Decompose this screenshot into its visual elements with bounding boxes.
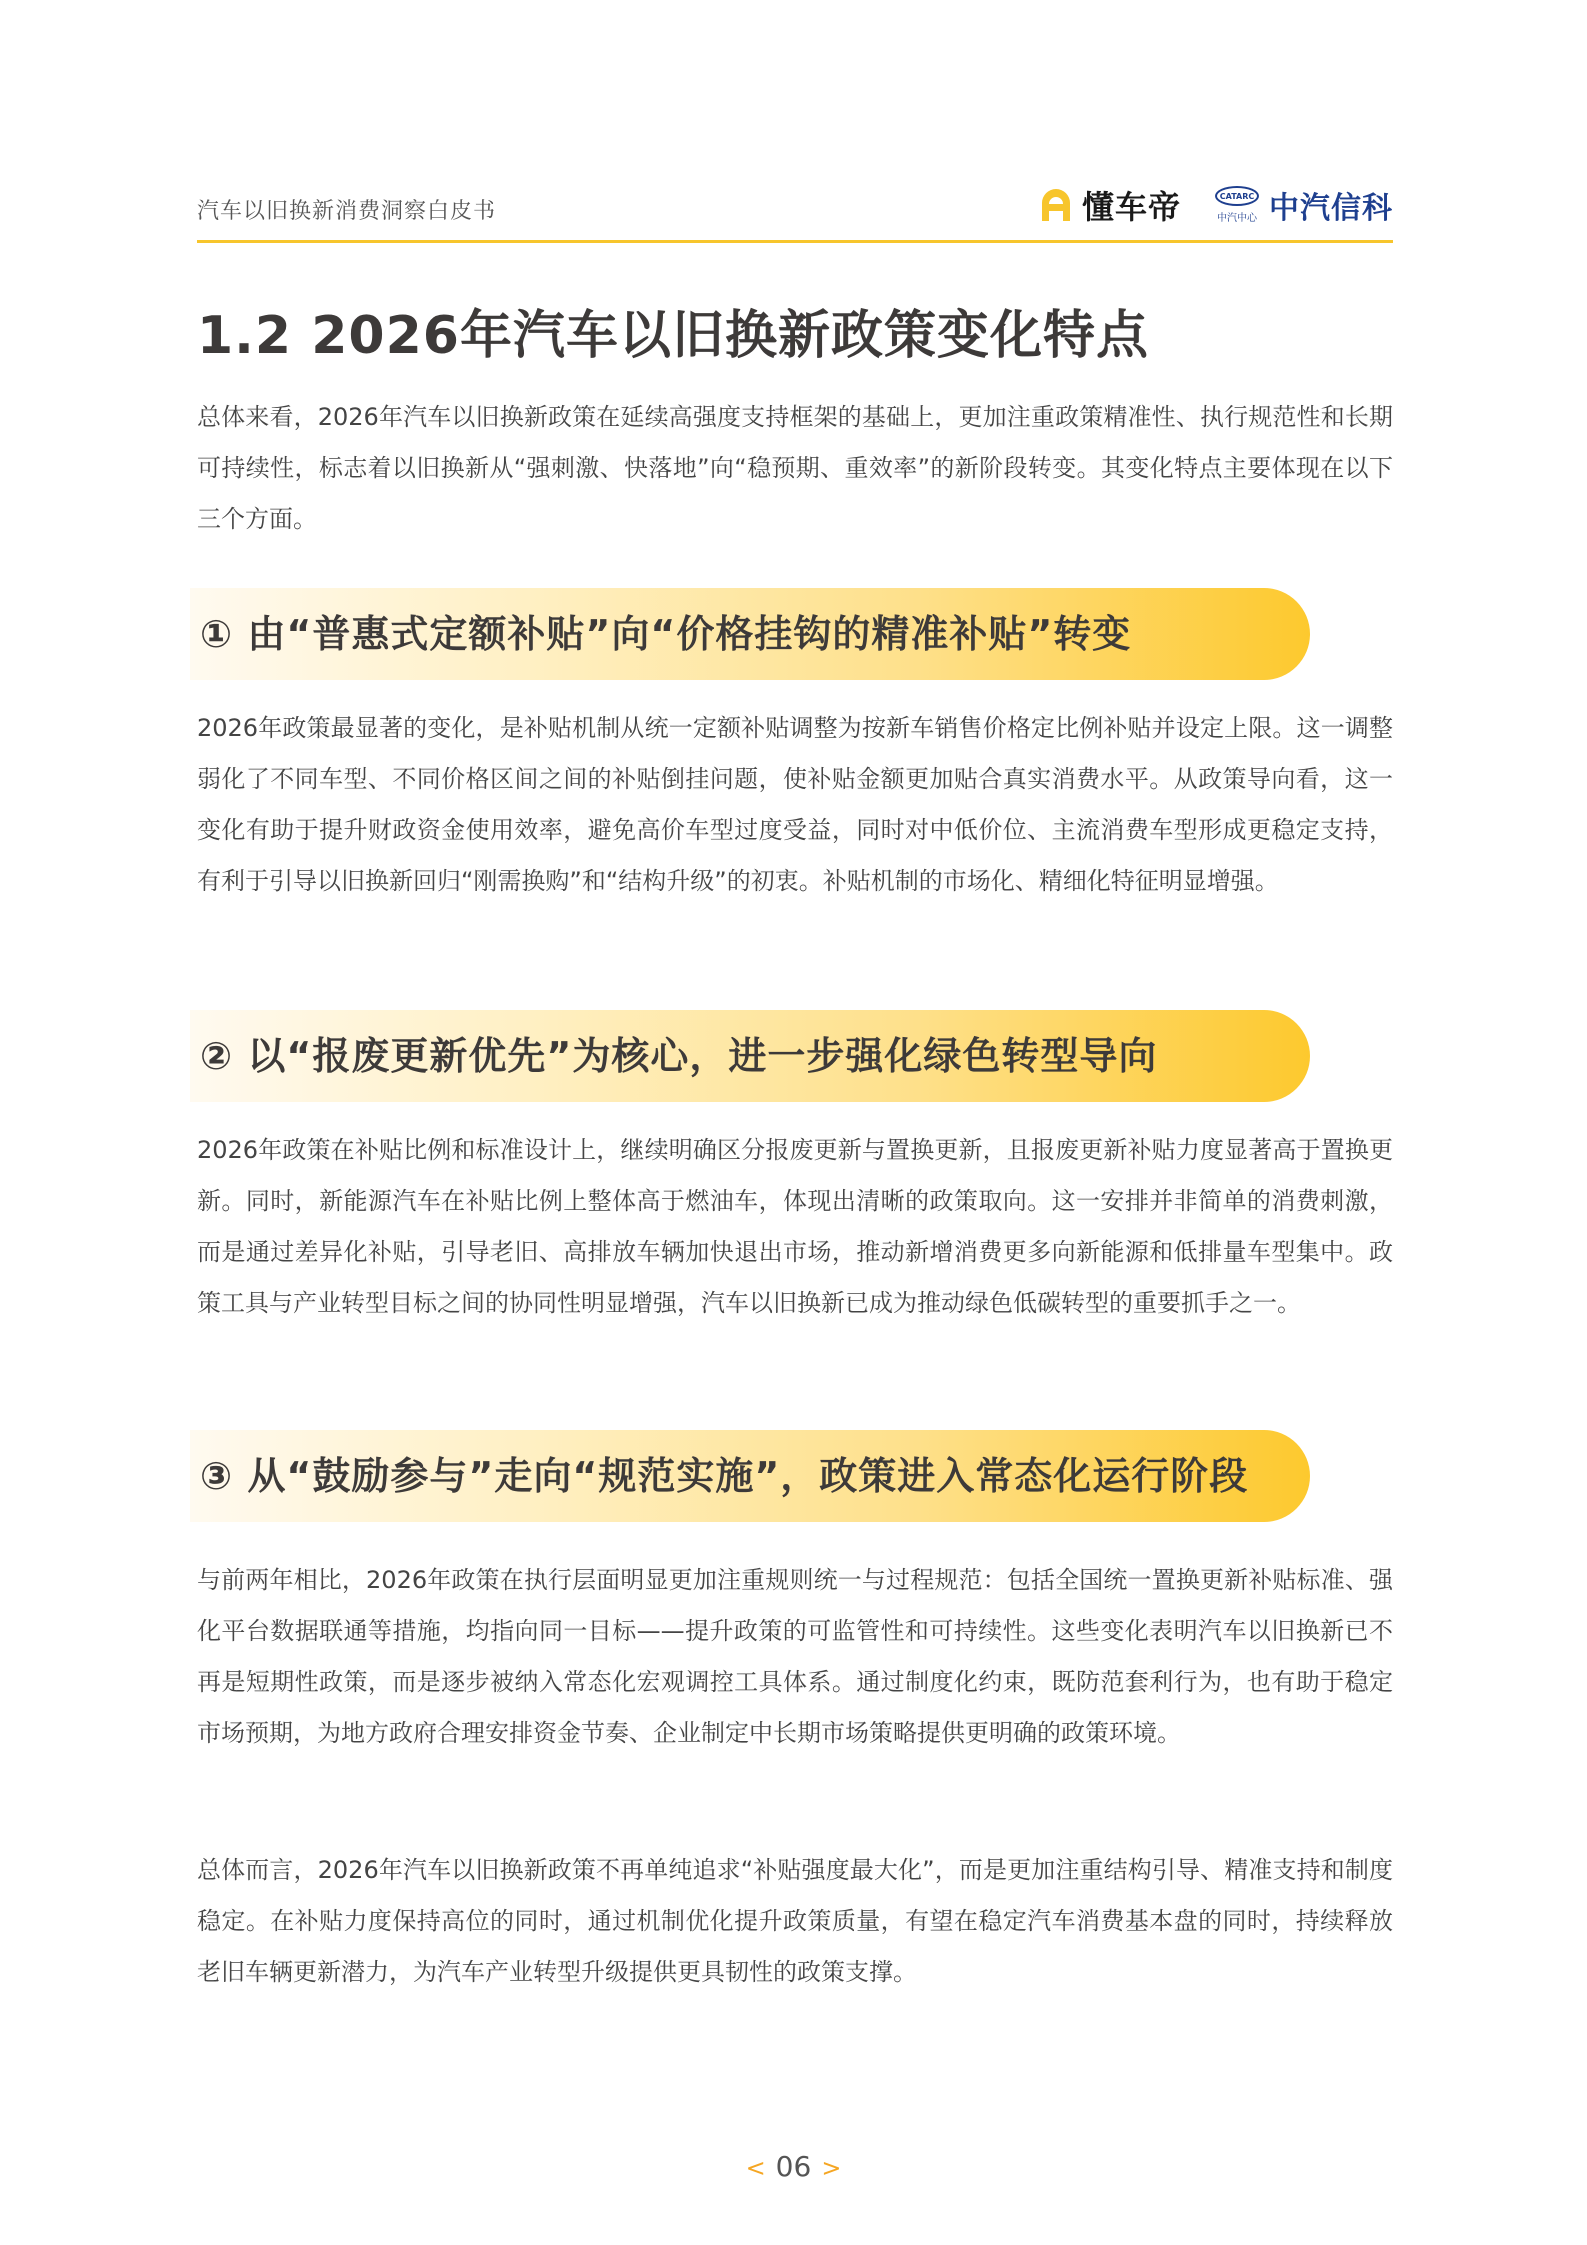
catarc-emblem <box>1215 186 1259 224</box>
catarc-oval-icon: CATARC <box>1215 186 1259 206</box>
page-header <box>197 180 1393 236</box>
section-3-heading: ③ 从“鼓励参与”走向“规范实施”，政策进入常态化运行阶段 <box>200 1454 1249 1498</box>
logos <box>1038 180 1393 230</box>
section-3-body: 与前两年相比，2026年政策在执行层面明显更加注重规则统一与过程规范：包括全国统一置换更新补贴标准、强化平台数据联通等措施，均指向同一目标——提升政策的可监管性和可持续性。这些变化表明汽车以旧换新已不再是短期性政策，而是逐步被纳入常态化宏观调控工具体系。通过制度化约束，既防范套利行为，也有助于稳定市场预期，为地方政府合理安排资金节奏、企业制定中长期市场策略提供更明确的政策环境。 <box>197 1566 1393 1747</box>
section-2-heading: ② 以“报废更新优先”为核心，进一步强化绿色转型导向 <box>200 1034 1158 1078</box>
dongchedi-logo-icon <box>1038 185 1074 225</box>
page-number: 06 <box>775 2150 812 2183</box>
chevron-left-icon: < <box>745 2154 766 2182</box>
section-3-banner <box>190 1430 1310 1522</box>
section-1-body: 2026年政策最显著的变化，是补贴机制从统一定额补贴调整为按新车销售价格定比例补贴并设定上限。这一调整弱化了不同车型、不同价格区间之间的补贴倒挂问题，使补贴金额更加贴合真实消费水平。从政策导向看，这一变化有助于提升财政资金使用效率，避免高价车型过度受益，同时对中低价位、主流消费车型形成更稳定支持，有利于引导以旧换新回归“刚需换购”和“结构升级”的初衷。补贴机制的市场化、精细化特征明显增强。 <box>197 714 1393 895</box>
page-footer <box>0 2150 1587 2183</box>
section-1-banner <box>190 588 1310 680</box>
document-title: 汽车以旧换新消费洞察白皮书 <box>197 199 497 224</box>
intro-paragraph: 总体来看，2026年汽车以旧换新政策在延续高强度支持框架的基础上，更加注重政策精准性、执行规范性和长期可持续性，标志着以旧换新从“强刺激、快落地”向“稳预期、重效率”的新阶段转变。其变化特点主要体现在以下三个方面。 <box>197 403 1393 533</box>
section-2-banner <box>190 1010 1310 1102</box>
section-1-heading: ① 由“普惠式定额补贴”向“价格挂钩的精准补贴”转变 <box>200 612 1132 656</box>
catarc-logo <box>1215 183 1393 227</box>
catarc-sub-label: 中汽中心 <box>1217 213 1257 224</box>
chevron-right-icon: > <box>821 2154 842 2182</box>
page-title: 1.2 2026年汽车以旧换新政策变化特点 <box>197 306 1149 366</box>
dongchedi-logo-text: 懂车帝 <box>1081 188 1181 226</box>
conclusion-paragraph: 总体而言，2026年汽车以旧换新政策不再单纯追求“补贴强度最大化”，而是更加注重结构引导、精准支持和制度稳定。在补贴力度保持高位的同时，通过机制优化提升政策质量，有望在稳定汽车消费基本盘的同时，持续释放老旧车辆更新潜力，为汽车产业转型升级提供更具韧性的政策支撑。 <box>197 1856 1393 1986</box>
dongchedi-logo <box>1038 182 1181 228</box>
header-divider <box>197 240 1393 243</box>
section-2-body: 2026年政策在补贴比例和标准设计上，继续明确区分报废更新与置换更新，且报废更新补贴力度显著高于置换更新。同时，新能源汽车在补贴比例上整体高于燃油车，体现出清晰的政策取向。这一安排并非简单的消费刺激，而是通过差异化补贴，引导老旧、高排放车辆加快退出市场，推动新增消费更多向新能源和低排量车型集中。政策工具与产业转型目标之间的协同性明显增强，汽车以旧换新已成为推动绿色低碳转型的重要抓手之一。 <box>197 1136 1393 1317</box>
catarc-logo-text: 中汽信科 <box>1269 191 1393 226</box>
